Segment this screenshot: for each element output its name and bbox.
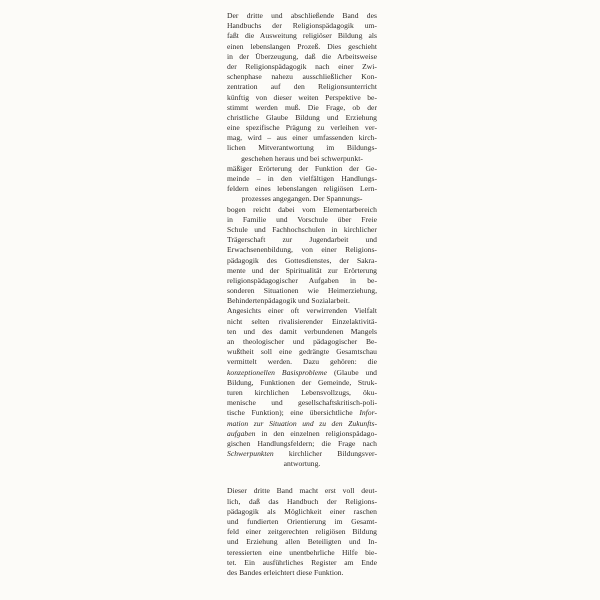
text-line: pädagogik des Gottesdienstes, der Sakra- (227, 255, 377, 265)
italic-phrase: mation zur Situation und zu den Zukunfts- (227, 418, 377, 428)
text-line: Bildung, Funktionen der Gemeinde, Struk- (227, 377, 377, 387)
text-fragment: tische Funktion); eine übersichtliche (227, 408, 353, 418)
text-line: und fundierten Orientierung im Gesamt- (227, 517, 377, 526)
paragraph-intro (227, 11, 377, 306)
text-line: einen lebenslangen Prozeß. Dies geschieht (227, 41, 377, 51)
text-line (227, 429, 377, 439)
text-line: meinde – in den vielfältigen Handlungs- (227, 174, 377, 183)
text-line: feld einer zeitgerechten religiösen Bildung (227, 527, 377, 537)
text-line: ten und des damit verbundenen Mangels (227, 326, 377, 336)
text-line (227, 419, 377, 429)
text-line: an theologischer und pädagogischer Be- (227, 337, 377, 346)
text-line: wußtheit soll eine gedrängte Gesamtschau (227, 347, 377, 357)
text-line: und Erziehung allen Beteiligten und In- (227, 537, 377, 547)
text-line: schenphase nahezu ausschließlicher Kon- (227, 72, 377, 82)
text-line: des Bandes erleichtert diese Funktion. (227, 567, 344, 577)
text-line: teressierten eine unentbehrliche Hilfe bie- (227, 547, 377, 557)
text-line: zentration auf den Religionsunterricht (227, 82, 377, 92)
text-line: mäßiger Erörterung der Funktion der Ge- (227, 163, 377, 173)
text-line: sonderen Situationen wie Heimerziehung, (227, 286, 377, 296)
text-line: mag, wird – aus einer umfassenden kirch- (227, 133, 377, 143)
text-column (227, 11, 377, 578)
paragraph-overview (227, 306, 377, 469)
italic-phrase: aufgaben (227, 428, 256, 438)
text-line: mente und der Spiritualität zur Erörterung (227, 265, 377, 275)
paragraph-summary (227, 486, 377, 578)
text-line: menische und gesellschaftskritisch-poli- (227, 398, 377, 408)
text-line: lichen Mitverantwortung im Bildungs- (227, 143, 377, 153)
text-line: eine spezifische Prägung zu verleihen ver- (227, 123, 377, 133)
text-line: vermittelt werden. Dazu gehören: die (227, 357, 377, 367)
text-fragment: (Glaube und (327, 367, 377, 377)
text-line: gischen Handlungsfeldern; die Frage nach (227, 438, 377, 448)
text-line: christliche Glaube Bildung und Erziehung (227, 112, 377, 122)
text-line (227, 408, 377, 418)
italic-phrase: konzeptionellen Basisprobleme (227, 367, 328, 377)
text-line: Der dritte und abschließende Band des (227, 11, 377, 20)
paragraph-gap (227, 469, 377, 486)
text-line: feldern eines lebenslangen religiösen Lern- (227, 184, 377, 194)
italic-phrase: Infor- (359, 408, 377, 418)
text-line: antwortung. (283, 459, 321, 469)
text-line: Angesichts einer oft verwirrenden Vielfalt (227, 306, 377, 316)
text-line: der Religionspädagogik nach einer Zwi- (227, 61, 377, 71)
text-line: Behindertenpädagogik und Sozialarbeit. (227, 296, 350, 306)
text-line: Schule und Fachhochschulen in kirchlicher (227, 224, 377, 234)
text-line: künftig von dieser weiten Perspektive be- (227, 92, 377, 102)
text-line (227, 368, 377, 378)
text-line: tet. Ein ausführliches Register am Ende (227, 557, 377, 567)
text-line: religionspädagogischer Aufgaben in be- (227, 275, 377, 285)
text-line: Dieser dritte Band macht erst voll deut- (227, 486, 377, 496)
text-line: nicht selten rivalisierender Einzelaktivitä- (227, 316, 377, 326)
text-line: bogen reicht dabei vom Elementarbereich (227, 204, 377, 214)
text-line: prozesses angegangen. Der Spannungs- (241, 194, 363, 204)
text-line: turen kirchlichen Lebensvollzugs, öku- (227, 387, 377, 397)
text-line (227, 449, 377, 459)
text-line: lich, daß das Handbuch der Religions- (227, 496, 377, 506)
text-fragment: in den einzelnen religionspädago- (255, 428, 377, 438)
text-line: faßt die Ausweitung religiöser Bildung als (227, 31, 377, 41)
text-line: pädagogik als Möglichkeit einer raschen (227, 506, 377, 516)
text-line: geschehen heraus und bei schwerpunkt- (241, 153, 363, 163)
text-line: in Familie und Vorschule über Freie (227, 214, 377, 224)
text-line: Erwachsenenbildung, von einer Religions- (227, 245, 377, 255)
text-line: stimmt werden muß. Die Frage, ob der (227, 102, 377, 112)
italic-phrase: Schwerpunkten (227, 449, 274, 459)
text-line: Trägerschaft zur Jugendarbeit und (227, 235, 377, 245)
text-line: Handbuchs der Religionspädagogik um- (227, 21, 377, 31)
text-fragment: kirchlicher Bildungsver- (273, 449, 377, 459)
text-line: in der Überzeugung, daß die Arbeitsweise (227, 51, 377, 61)
